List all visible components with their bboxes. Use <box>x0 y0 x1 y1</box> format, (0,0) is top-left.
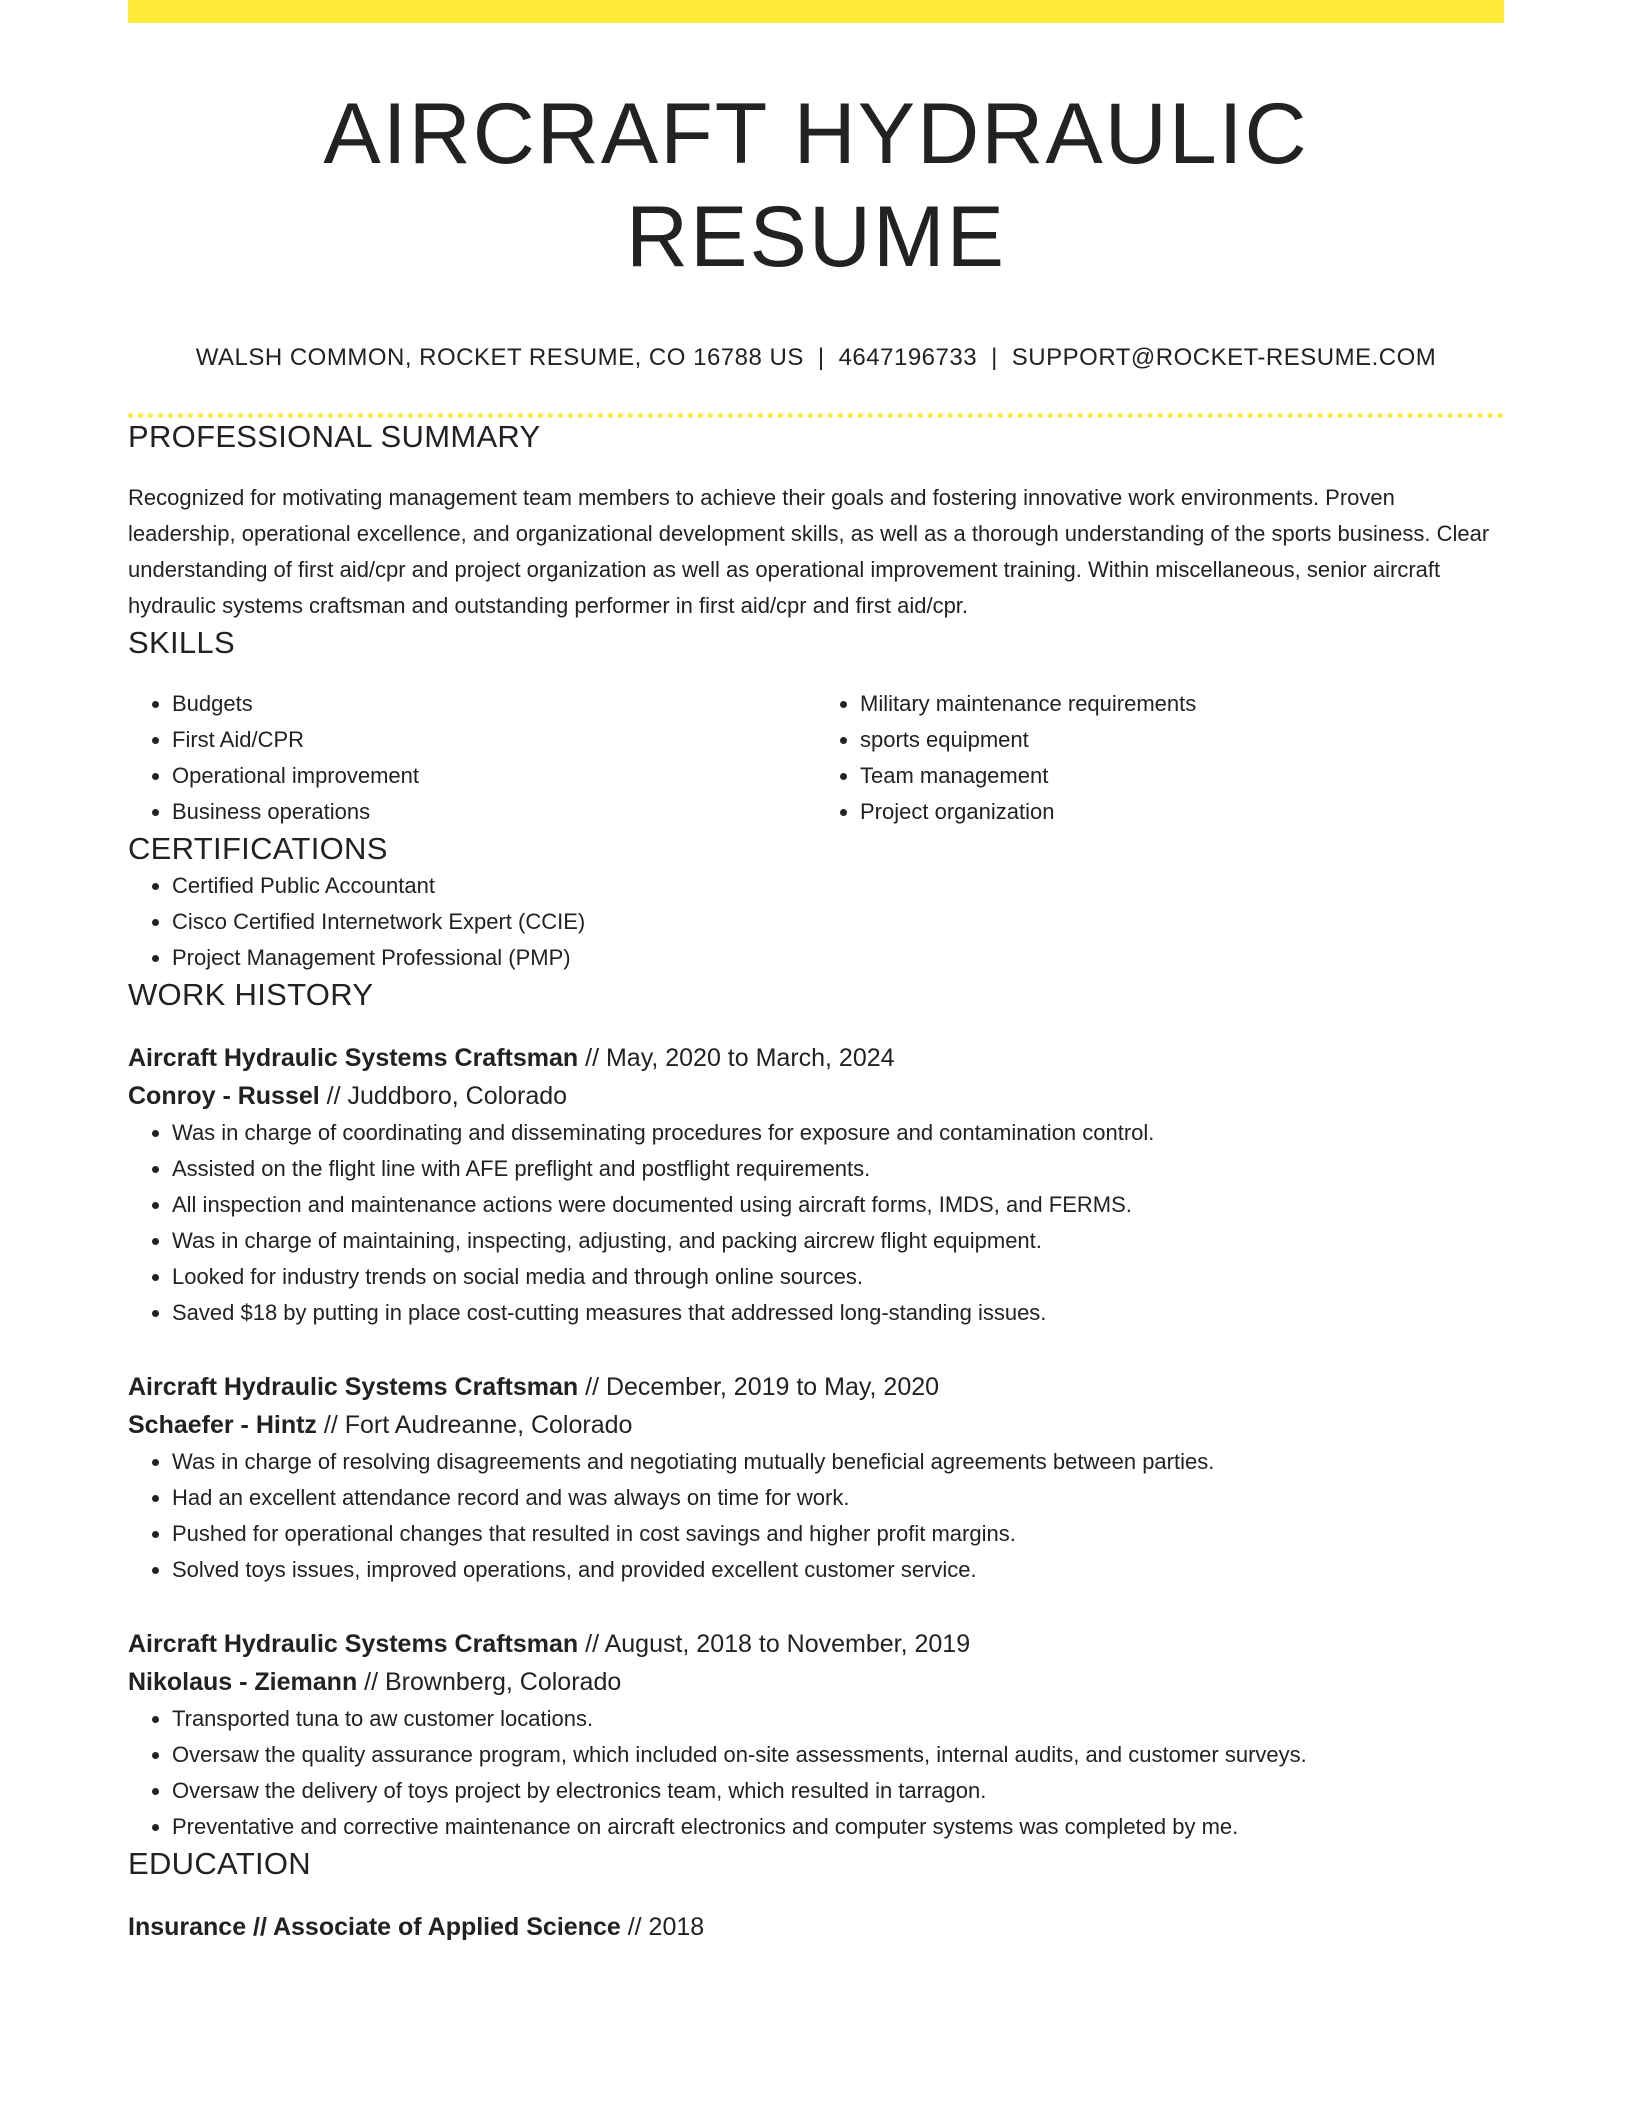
skill-item: • Team management <box>860 758 1504 794</box>
job-company-line <box>128 1663 1504 1701</box>
job-title-line <box>128 1625 1504 1663</box>
education-heading: EDUCATION <box>128 1845 311 1881</box>
job-location: // Fort Audreanne, Colorado <box>323 1410 633 1439</box>
skill-item: • Business operations <box>172 794 816 830</box>
job-bullet: • Pushed for operational changes that resulted in cost savings and higher profit margins. <box>172 1516 1504 1552</box>
job-bullet: • Transported tuna to aw customer locations. <box>172 1701 1504 1737</box>
skill-item: • Operational improvement <box>172 758 816 794</box>
job-dates: // August, 2018 to November, 2019 <box>585 1629 971 1658</box>
job-bullets <box>128 1115 1504 1331</box>
contact-separator: | <box>817 344 825 372</box>
job-bullet: • Oversaw the delivery of toys project by electronics team, which resulted in tarragon. <box>172 1773 1504 1809</box>
job-company-line <box>128 1077 1504 1115</box>
certifications-list <box>128 868 1504 976</box>
contact-email: SUPPORT@ROCKET-RESUME.COM <box>1011 344 1437 372</box>
education-year: // 2018 <box>627 1912 705 1941</box>
certifications-heading: CERTIFICATIONS <box>128 831 388 867</box>
job-bullet: • Was in charge of maintaining, inspecting, adjusting, and packing aircrew flight equipment. <box>172 1223 1504 1259</box>
job-title: Aircraft Hydraulic Systems Craftsman <box>128 1043 579 1072</box>
skill-item: • Military maintenance requirements <box>860 686 1504 722</box>
job-dates: // December, 2019 to May, 2020 <box>585 1372 940 1401</box>
job-company: Schaefer - Hintz <box>128 1410 317 1439</box>
job-bullet: • Was in charge of resolving disagreements and negotiating mutually beneficial agreements between parties. <box>172 1444 1504 1480</box>
skills-right-list <box>816 686 1504 830</box>
job-location: // Brownberg, Colorado <box>364 1667 622 1696</box>
skills-heading: SKILLS <box>128 625 235 661</box>
contact-address: WALSH COMMON, ROCKET RESUME, CO 16788 US <box>195 344 804 372</box>
skills-left-list <box>128 686 816 830</box>
job-title: Aircraft Hydraulic Systems Craftsman <box>128 1629 579 1658</box>
job-title: Aircraft Hydraulic Systems Craftsman <box>128 1372 579 1401</box>
job-entry <box>128 1039 1504 1331</box>
certification-item: • Certified Public Accountant <box>172 868 1504 904</box>
job-title-line <box>128 1368 1504 1406</box>
job-bullet: • Had an excellent attendance record and was always on time for work. <box>172 1480 1504 1516</box>
education-degree: Insurance // Associate of Applied Science <box>128 1912 621 1941</box>
job-bullet: • Saved $18 by putting in place cost-cutting measures that addressed long-standing issues. <box>172 1295 1504 1331</box>
contact-line <box>128 341 1504 375</box>
accent-top-bar <box>128 0 1504 23</box>
skill-item: • Budgets <box>172 686 816 722</box>
work-history-heading: WORK HISTORY <box>128 976 374 1012</box>
job-company: Conroy - Russel <box>128 1081 320 1110</box>
job-dates: // May, 2020 to March, 2024 <box>585 1043 895 1072</box>
contact-phone: 4647196733 <box>838 344 978 372</box>
job-company: Nikolaus - Ziemann <box>128 1667 358 1696</box>
job-company-line <box>128 1406 1504 1444</box>
contact-separator: | <box>991 344 998 372</box>
job-bullet: • Looked for industry trends on social media and through online sources. <box>172 1259 1504 1295</box>
job-bullets <box>128 1701 1504 1845</box>
job-entry <box>128 1368 1504 1588</box>
resume-page <box>128 0 1504 1946</box>
job-bullets <box>128 1444 1504 1588</box>
certification-item: • Project Management Professional (PMP) <box>172 940 1504 976</box>
job-bullet: • Preventative and corrective maintenance on aircraft electronics and computer systems was completed by me. <box>172 1809 1504 1845</box>
summary-heading: PROFESSIONAL SUMMARY <box>128 418 541 454</box>
job-location: // Juddboro, Colorado <box>326 1081 568 1110</box>
skills-columns <box>128 686 1504 830</box>
skill-item: • sports equipment <box>860 722 1504 758</box>
job-title-line <box>128 1039 1504 1077</box>
certification-item: • Cisco Certified Internetwork Expert (CCIE) <box>172 904 1504 940</box>
job-bullet: • Solved toys issues, improved operations, and provided excellent customer service. <box>172 1552 1504 1588</box>
job-bullet: • Was in charge of coordinating and disseminating procedures for exposure and contamination control. <box>172 1115 1504 1151</box>
resume-title: AIRCRAFT HYDRAULIC RESUME <box>323 86 1309 286</box>
summary-text: Recognized for motivating management team members to achieve their goals and fostering innovative work environments. Proven leadership, operational excellence, and organizational development skills, as well as a thorough understanding of the sports business. Clear understanding of first aid/cpr and project organization as well as operational improvement training. Within miscellaneous, senior aircraft hydraulic systems craftsman and outstanding performer in first aid/cpr and first aid/cpr. <box>128 485 1490 619</box>
education-line <box>128 1908 1504 1946</box>
job-entry <box>128 1625 1504 1845</box>
skill-item: • First Aid/CPR <box>172 722 816 758</box>
skill-item: • Project organization <box>860 794 1504 830</box>
job-bullet: • Assisted on the flight line with AFE preflight and postflight requirements. <box>172 1151 1504 1187</box>
job-bullet: • All inspection and maintenance actions were documented using aircraft forms, IMDS, and FERMS. <box>172 1187 1504 1223</box>
job-bullet: • Oversaw the quality assurance program, which included on-site assessments, internal audits, and customer surveys. <box>172 1737 1504 1773</box>
